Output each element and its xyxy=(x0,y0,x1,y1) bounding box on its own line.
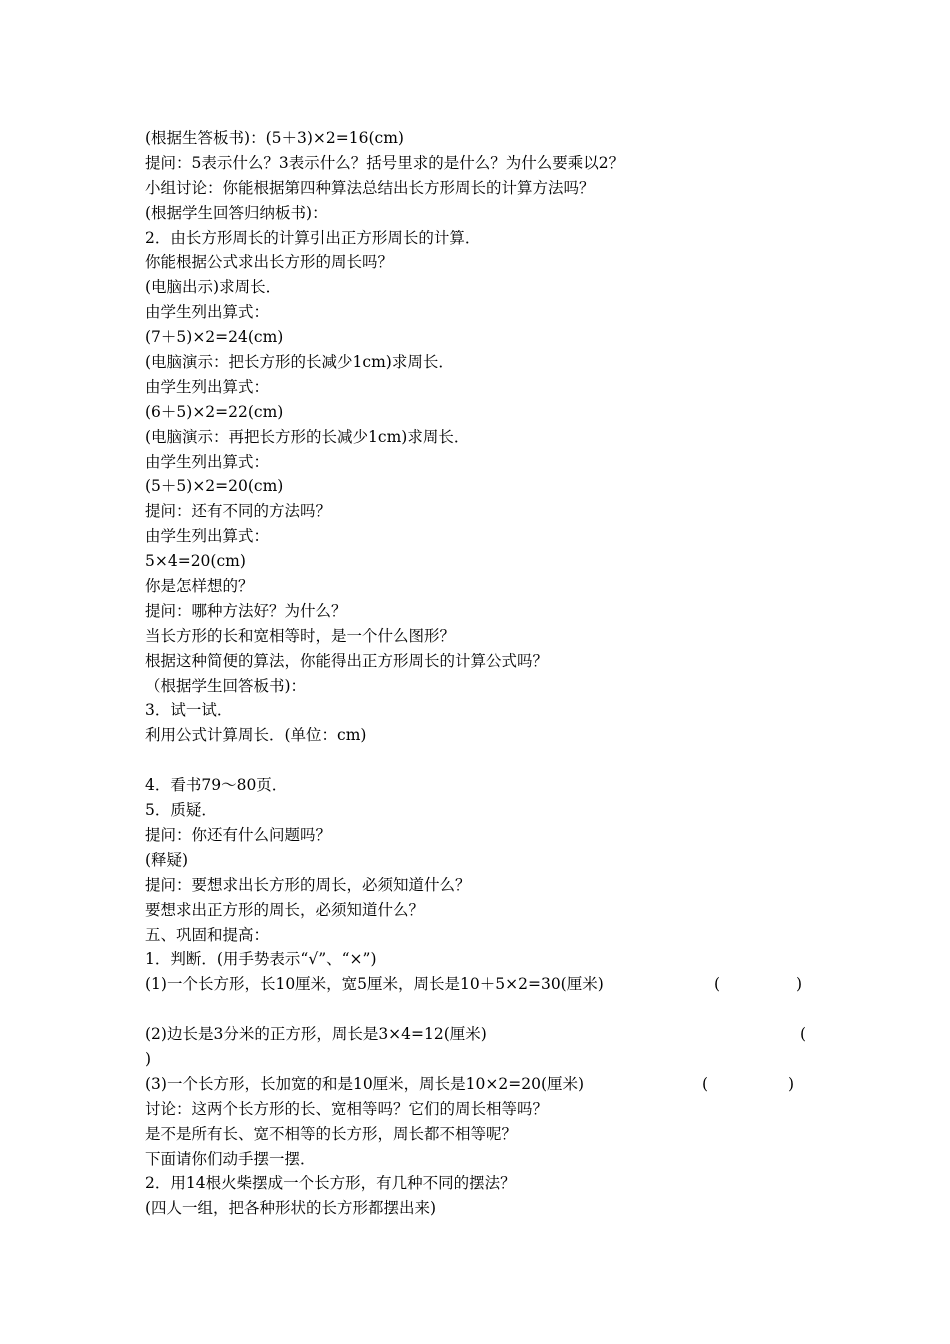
judge-item-2-wrap xyxy=(145,1047,810,1072)
judge-item-3 xyxy=(145,1072,810,1097)
document-body xyxy=(145,126,810,1221)
judge-item-text: (1)一个长方形，长10厘米，宽5厘米，周长是10＋5×2=30(厘米) xyxy=(145,975,604,994)
judge-item-2 xyxy=(145,1022,810,1047)
text-line: (四人一组，把各种形状的长方形都摆出来) xyxy=(145,1199,437,1218)
text-line: 是不是所有长、宽不相等的长方形，周长都不相等呢？ xyxy=(145,1124,518,1143)
text-line: 提问：5表示什么？3表示什么？括号里求的是什么？为什么要乘以2？ xyxy=(145,153,625,172)
text-line: (释疑) xyxy=(145,850,189,869)
answer-paren-close: ) xyxy=(788,1074,795,1093)
judge-item-1 xyxy=(145,972,810,997)
answer-paren-open: ( xyxy=(800,1025,807,1044)
section-heading: 1．判断．(用手势表示“√”、“×”) xyxy=(145,950,377,969)
text-line: 提问：哪种方法好？为什么？ xyxy=(145,601,347,620)
text-line: 当长方形的长和宽相等时，是一个什么图形？ xyxy=(145,626,456,645)
text-line: 提问：还有不同的方法吗？ xyxy=(145,502,332,521)
answer-paren-open: ( xyxy=(702,1074,709,1093)
section-heading: 2．用14根火柴摆成一个长方形，有几种不同的摆法？ xyxy=(145,1174,516,1193)
text-line: 下面请你们动手摆一摆． xyxy=(145,1149,316,1168)
text-line: 要想求出正方形的周长，必须知道什么？ xyxy=(145,900,425,919)
section-heading: 4．看书79～80页． xyxy=(145,776,288,795)
text-line: 讨论：这两个长方形的长、宽相等吗？它们的周长相等吗？ xyxy=(145,1099,549,1118)
section-heading: 5．质疑． xyxy=(145,801,217,820)
text-line: (根据生答板书)：(5＋3)×2=16(cm) xyxy=(145,129,404,147)
text-line: 你是怎样想的？ xyxy=(145,577,254,596)
formula-line: (6＋5)×2=22(cm) xyxy=(145,402,284,421)
text-line: 提问：要想求出长方形的周长，必须知道什么？ xyxy=(145,875,471,894)
text-line: 利用公式计算周长．(单位：cm) xyxy=(145,726,367,745)
formula-line: (5＋5)×2=20(cm) xyxy=(145,477,284,496)
text-line: （根据学生回答板书)： xyxy=(145,676,307,695)
text-line: 由学生列出算式： xyxy=(145,303,270,322)
answer-paren-open: ( xyxy=(714,975,721,994)
text-line: 提问：你还有什么问题吗？ xyxy=(145,825,332,844)
formula-line: (7＋5)×2=24(cm) xyxy=(145,328,284,347)
answer-paren-close: ) xyxy=(796,975,803,994)
text-line: 小组讨论：你能根据第四种算法总结出长方形周长的计算方法吗？ xyxy=(145,178,595,197)
text-line: 根据这种简便的算法，你能得出正方形周长的计算公式吗？ xyxy=(145,651,549,670)
blank-line xyxy=(145,997,810,1022)
formula-line: 5×4=20(cm) xyxy=(145,552,246,571)
blank-line xyxy=(145,748,810,773)
section-heading: 2．由长方形周长的计算引出正方形周长的计算． xyxy=(145,228,481,247)
text-line: (根据学生回答归纳板书)： xyxy=(145,203,328,222)
text-line: 你能根据公式求出长方形的周长吗？ xyxy=(145,253,394,272)
text-line: (电脑演示：把长方形的长减少1cm)求周长． xyxy=(145,353,454,372)
section-heading: 3．试一试． xyxy=(145,701,233,720)
text-line: (电脑出示)求周长． xyxy=(145,278,282,297)
text-line: 由学生列出算式： xyxy=(145,527,270,546)
text-line: 由学生列出算式： xyxy=(145,452,270,471)
judge-item-text: (3)一个长方形，长加宽的和是10厘米，周长是10×2=20(厘米) xyxy=(145,1074,585,1093)
section-heading: 五、巩固和提高： xyxy=(145,925,270,944)
text-line: 由学生列出算式： xyxy=(145,377,270,396)
answer-paren-close: ) xyxy=(145,1049,152,1068)
judge-item-text: (2)边长是3分米的正方形，周长是3×4=12(厘米) xyxy=(145,1025,487,1044)
text-line: (电脑演示：再把长方形的长减少1cm)求周长． xyxy=(145,427,470,446)
